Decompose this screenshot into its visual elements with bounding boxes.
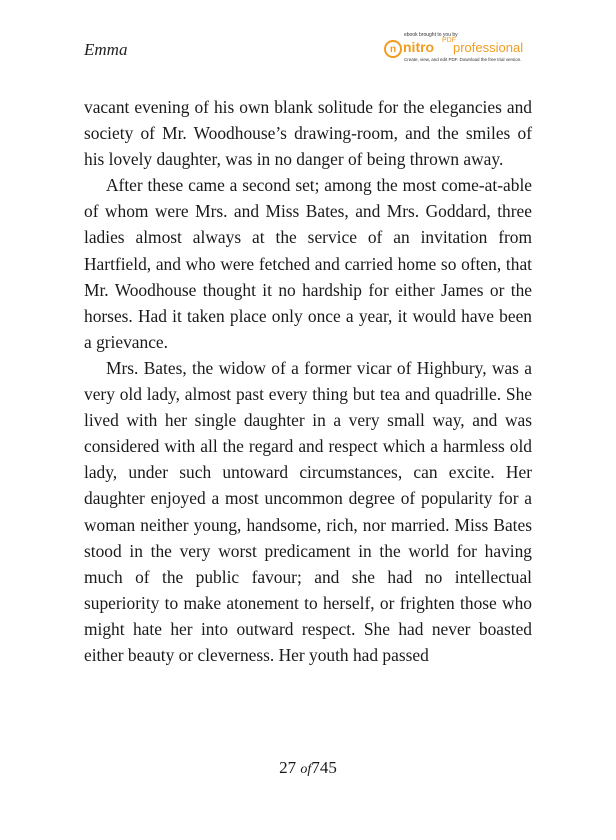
watermark-product: professional bbox=[453, 40, 524, 55]
page-separator: of bbox=[300, 762, 312, 777]
watermark-top-line: ebook brought to you by bbox=[404, 32, 458, 38]
nitro-logo-icon: n bbox=[384, 40, 402, 58]
current-page: 27 bbox=[279, 758, 297, 777]
paragraph: vacant evening of his own blank solitude for the elegancies and society of Mr. Woodhouse’s drawing-room, and the smiles of his lovely daughter, was in no danger of being thrown away. bbox=[84, 97, 532, 170]
book-title: Emma bbox=[84, 40, 128, 59]
watermark-superscript: PDF bbox=[442, 37, 456, 44]
paragraph: Mrs. Bates, the widow of a former vicar of Highbury, was a very old lady, almost past every thing but tea and quadrille. She lived with her single daughter in a very small way, and was considered with all the regard and respect which a harmless old lady, under such untoward circumstances, can excite. Her daughter enjoyed a most uncommon degree of popularity for a woman neither young, handsome, rich, nor married. Miss Bates stood in the very worst predicament in the world for having much of the public favour; and she had no intellectual superiority to make atonement to herself, or frighten those who might hate her into outward respect. She had never boasted either beauty or cleverness. Her youth had passed bbox=[84, 357, 532, 665]
paragraph: After these came a second set; among the most come-at-able of whom were Mrs. and Miss Bates, and Mrs. Goddard, three ladies almost always at the service of an invitation from Hartfield, and who were fetched and carried home so often, that Mr. Woodhouse thought it no hardship for either James or the horses. Had it taken place only once a year, it would have been a grievance. bbox=[84, 175, 532, 352]
page-number bbox=[0, 758, 616, 778]
watermark-brand: nitro bbox=[403, 39, 435, 55]
nitro-pdf-watermark bbox=[384, 32, 534, 68]
page-body bbox=[84, 94, 532, 668]
watermark-tagline: Create, view, and edit PDF. Download the free trial version. bbox=[404, 57, 522, 62]
total-pages: 745 bbox=[311, 758, 337, 777]
